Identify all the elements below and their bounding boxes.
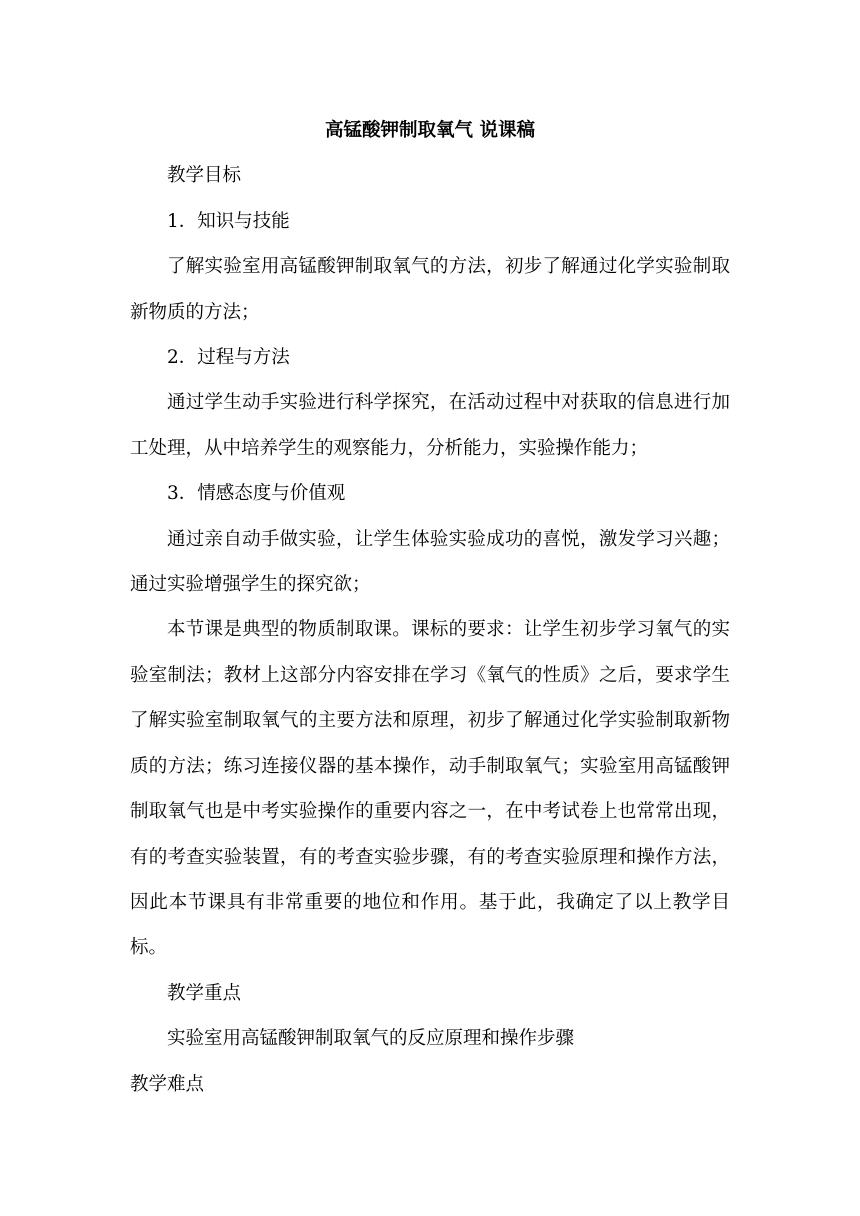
paragraph-lesson-analysis: 本节课是典型的物质制取课。课标的要求：让学生初步学习氧气的实验室制法；教材上这部分内容安排在学习《氧气的性质》之后，要求学生了解实验室制取氧气的主要方法和原理，初步了解通过化学实验制取新物质的方法；练习连接仪器的基本操作，动手制取氧气；实验室用高锰酸钾制取氧气也是中考实验操作的重要内容之一，在中考试卷上也常常出现，有的考查实验装置，有的考查实验步骤，有的考查实验原理和操作方法，因此本节课具有非常重要的地位和作用。基于此，我确定了以上教学目标。 (130, 619, 730, 959)
paragraph-teaching-focus: 实验室用高锰酸钾制取氧气的反应原理和操作步骤 (167, 1028, 575, 1050)
heading-teaching-difficulty: 教学难点 (130, 1073, 205, 1095)
paragraph-knowledge-skills: 了解实验室用高锰酸钾制取氧气的方法，初步了解通过化学实验制取新物质的方法； (130, 256, 730, 323)
paragraph-attitude-values: 通过亲自动手做实验，让学生体验实验成功的喜悦，激发学习兴趣；通过实验增强学生的探究欲； (130, 528, 730, 596)
heading-knowledge-skills: 1．知识与技能 (167, 210, 290, 232)
paragraph-process-methods: 通过学生动手实验进行科学探究，在活动过程中对获取的信息进行加工处理，从中培养学生的观察能力，分析能力，实验操作能力； (130, 392, 730, 459)
heading-attitude-values: 3．情感态度与价值观 (167, 483, 346, 505)
heading-teaching-focus: 教学重点 (167, 982, 242, 1004)
document-page (130, 108, 730, 1107)
document-title: 高锰酸钾制取氧气 说课稿 (325, 120, 535, 141)
heading-process-methods: 2．过程与方法 (167, 347, 290, 369)
heading-teaching-objectives: 教学目标 (167, 165, 242, 187)
